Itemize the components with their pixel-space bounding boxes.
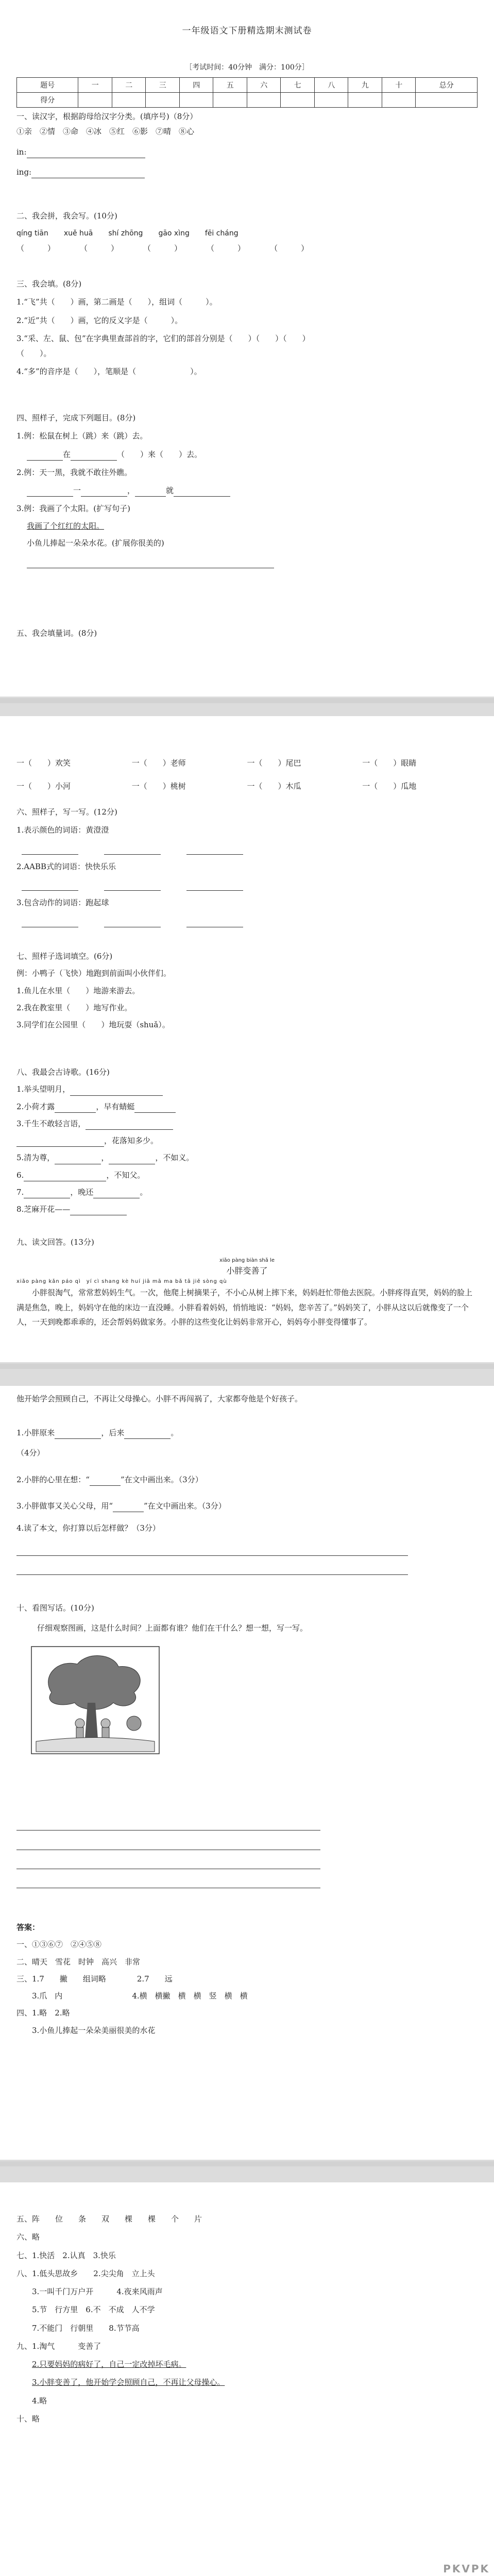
answer-bracket[interactable]: （ ）	[270, 243, 309, 253]
section-heading: 七、照样子选词填空。(6分)	[16, 952, 113, 961]
answer-line[interactable]	[104, 854, 161, 855]
example: 例：小鸭子（飞快）地跑到前面叫小伙伴们。	[16, 969, 172, 978]
question: 2.“近”共（ ）画，它的反义字是（ ）。	[16, 315, 183, 325]
story-text: 小胖很淘气，常常惹妈妈生气。一次，他爬上树摘果子，不小心从树上摔下来，妈妈赶忙带他去医院。小胖疼得直哭，妈妈的脸上满是焦急，晚上，妈妈守在他的床边一直没睡。小胖看着妈妈，悄悄地说：“妈妈，您辛苦了。”妈妈笑了，小胖从这以后就像变了一个人，一天到晚都乖乖的，还会帮妈妈做家务。小胖的这些变化让妈妈非常开心，妈妈夸小胖变得懂事了。	[16, 1288, 473, 1327]
score-note: （4分）	[16, 1448, 45, 1458]
answer-line[interactable]	[55, 1438, 101, 1439]
page-1	[0, 0, 494, 697]
pinyin-item: shí zhōng	[108, 229, 143, 238]
question: 2.我在教室里（ ）地写作业。	[16, 1003, 132, 1012]
section-4: 四、照样子，完成下列题目。(8分) 1.例：松鼠在树上（跳）来（跳）去。 在 （ ）来（ ）去。 2.例：天一黑，我就不敢往外瞧。 一 ， 就 3.例：我画了个太阳。(扩写句子) 我画了个红红的太阳。 小鱼儿捧起一朵朵水花。(扩展你很美的)	[16, 412, 478, 568]
answer-line[interactable]	[81, 496, 127, 497]
measure-item[interactable]: 一（ ）木瓜	[247, 782, 301, 791]
answer-bracket[interactable]: （ ）	[16, 243, 56, 253]
answer-key	[16, 1922, 478, 2037]
exam-meta: ［考试时间：40分钟 满分：100分］	[185, 63, 309, 72]
section-heading: 五、我会填量词。(8分)	[16, 629, 97, 638]
question: 4.读了本文，你打算以后怎样做？（3分）	[16, 1523, 160, 1533]
pinyin-item: qíng tiān	[16, 229, 48, 238]
answer: 5.节 行方里 6.不 不成 人不学	[32, 2305, 155, 2315]
answer-line[interactable]	[27, 460, 63, 461]
answer: 四、1.略 2.略	[16, 2008, 70, 2018]
measure-word-grid	[16, 757, 478, 793]
prompt: 小鱼儿捧起一朵朵水花。(扩展你很美的)	[27, 538, 164, 548]
answer: 六、略	[16, 2232, 40, 2242]
section-3	[16, 278, 478, 378]
answer-line[interactable]	[134, 1112, 176, 1113]
picture-illustration	[31, 1646, 160, 1754]
section-heading: 十、看图写话。(10分)	[16, 1603, 94, 1613]
page-4	[0, 2182, 494, 2576]
answer-bracket[interactable]: （ ）	[143, 243, 182, 253]
answer: 3.一叫千门万户开 4.夜来风雨声	[32, 2287, 163, 2296]
answer: 3.爪 内 4.横 横撇 横 横 竖 横 横	[32, 1991, 248, 2001]
section-heading: 二、我会拼，我会写。(10分)	[16, 211, 117, 221]
prompt: 仔细观察图画，这是什么时间？上面都有谁？他们在干什么？想一想，写一写。	[37, 1623, 308, 1633]
answer-line[interactable]	[16, 1555, 408, 1556]
answer: 九、1.淘气 变善了	[16, 2341, 101, 2351]
example-answer: 我画了个红红的太阳。	[27, 521, 105, 531]
example: 3.例：我画了个太阳。(扩写句子)	[16, 504, 131, 514]
answer: 二、晴天 雪花 时钟 高兴 非常	[16, 1957, 141, 1967]
page-separator	[0, 697, 494, 716]
watermark: PKVPK	[443, 2563, 490, 2575]
answer: 七、1.快活 2.认真 3.快乐	[16, 2250, 116, 2260]
writing-lines	[16, 1819, 478, 1888]
page-2	[0, 716, 494, 1362]
pinyin-item: fēi cháng	[205, 229, 239, 238]
question: 1.“飞”共（ ）画，第二画是（ ），组词（ ）。	[16, 297, 217, 307]
answer-line[interactable]	[124, 1438, 171, 1439]
answer: 十、略	[16, 2414, 40, 2424]
answer-line[interactable]	[86, 1129, 173, 1130]
answer: 2.只要妈妈的病好了，自己一定改掉坏毛病。	[32, 2360, 186, 2369]
label-in: in:	[16, 147, 27, 157]
section-8: 八、我最会古诗歌。(16分) 1.举头望明月， 2.小荷才露 ，早有蜻蜓 3.千生不敢轻言语， ，花落知多少。 5.清为尊， ， ，不如义。 6. ，不知父。 7. ，晚还 。 8.芝麻开花——	[16, 1066, 478, 1215]
question-cont: （ ）。	[16, 349, 52, 358]
page-separator	[0, 2160, 494, 2182]
answers-heading: 答案：	[16, 1923, 40, 1932]
section-10	[16, 1602, 478, 1635]
section-6	[16, 806, 478, 927]
answer-line[interactable]	[55, 1112, 96, 1113]
question: 3.“采、左、鼠、包”在字典里查部首的字，它们的部首分别是（ ）（ ）（ ）	[16, 333, 310, 343]
example: 1.例：松鼠在树上（跳）来（跳）去。	[16, 431, 148, 441]
score-table-row: 得分	[17, 93, 478, 108]
story-title: 小胖变善了	[226, 1265, 268, 1276]
answer: 三、1.7 撇 组词略 2.7 远	[16, 1974, 173, 1984]
story-text: 他开始学会照顾自己，不再让父母操心。小胖不再闯祸了，大家都夸他是个好孩子。	[16, 1394, 303, 1403]
story-pinyin: xiǎo pàng kǎn páo qì yí cì shang kè huí jiā mā ma bǎ tā jiě sòng qù	[16, 1278, 227, 1284]
question: 3.包含动作的词语：跑起球	[16, 898, 109, 908]
section-heading: 一、读汉字，根据韵母给汉字分类。(填序号)（8分）	[16, 112, 198, 121]
answer-line[interactable]	[16, 1830, 320, 1831]
page-title: 一年级语文下册精选期末测试卷	[182, 26, 312, 36]
section-1	[16, 111, 478, 178]
answer-line[interactable]	[70, 1095, 163, 1096]
section-heading: 九、读文回答。(13分)	[16, 1238, 94, 1247]
answer-line[interactable]	[27, 496, 73, 497]
answer-key-cont	[16, 2213, 478, 2425]
question: 1.表示颜色的词语：黄澄澄	[16, 825, 109, 835]
answer: 7.不能门 行朝里 8.节节高	[32, 2323, 140, 2333]
measure-item[interactable]: 一（ ）瓜地	[362, 782, 417, 791]
question: 2.AABB式的词语：快快乐乐	[16, 861, 116, 871]
section-5	[16, 628, 478, 639]
section-7	[16, 951, 478, 1031]
label-ing: ing:	[16, 167, 32, 177]
section-2	[16, 210, 478, 255]
question: 1.鱼儿在水里（ ）地游来游去。	[16, 986, 140, 995]
answer: 4.略	[32, 2396, 47, 2405]
page-3	[0, 1386, 494, 2160]
answer: 一、①③⑥⑦ ②④⑤⑧	[16, 1940, 102, 1950]
section-heading: 四、照样子，完成下列题目。(8分)	[16, 413, 136, 422]
answer-line[interactable]	[71, 460, 117, 461]
measure-item[interactable]: 一（ ）欢笑	[16, 758, 71, 768]
answer-bracket[interactable]: （ ）	[80, 243, 119, 253]
measure-item[interactable]: 一（ ）尾巴	[247, 758, 301, 768]
answer-line[interactable]	[16, 1574, 408, 1575]
pinyin-item: gāo xìng	[158, 229, 190, 238]
story-continued	[16, 1391, 478, 1407]
page-separator	[0, 1362, 494, 1386]
answer-line[interactable]	[135, 496, 166, 497]
answer-line[interactable]	[22, 854, 78, 855]
answer-line[interactable]	[174, 496, 230, 497]
section-9	[16, 1236, 478, 1330]
measure-item[interactable]: 一（ ）小河	[16, 782, 71, 791]
char-list: ①亲 ②情 ③命 ④冰 ⑤红 ⑥影 ⑦晴 ⑧心	[16, 127, 195, 137]
answer: 3.小胖变善了，他开始学会照顾自己，不再让父母操心。	[32, 2378, 225, 2387]
section-heading: 六、照样子，写一写。(12分)	[16, 807, 117, 817]
answer-line[interactable]	[90, 1485, 121, 1486]
score-table	[16, 77, 478, 108]
measure-item[interactable]: 一（ ）桃树	[131, 782, 186, 791]
answer: 八、1.低头思故乡 2.尖尖角 立上头	[16, 2268, 155, 2278]
measure-item[interactable]: 一（ ）眼睛	[362, 758, 417, 768]
answer-line[interactable]	[186, 854, 243, 855]
answer-line[interactable]	[104, 890, 161, 891]
section-heading: 三、我会填。(8分)	[16, 279, 82, 289]
reading-questions: 1.小胖原来 ，后来 。 （4分） 2.小胖的心里在想：“ ”在文中画出来。（3分） 3.小胖做事又关心父母，用“ ”在文中画出来。（3分） 4.读了本文，你打算以后怎样做？（3分）	[16, 1427, 478, 1575]
question: 3.同学们在公园里（ ）地玩耍（shuǎ）。	[16, 1020, 170, 1029]
example: 2.例：天一黑，我就不敢往外瞧。	[16, 467, 132, 477]
answer-line[interactable]	[22, 890, 78, 891]
pinyin-item: xuě huā	[63, 229, 93, 238]
section-heading: 八、我最会古诗歌。(16分)	[16, 1067, 110, 1077]
answer: 五、阵 位 条 双 棵 棵 个 片	[16, 2214, 202, 2224]
answer-line[interactable]	[186, 890, 243, 891]
story-title-pinyin: xiǎo pàng biàn shǎ le	[219, 1258, 275, 1264]
score-table-header: 题号 一 二 三 四 五 六 七 八 九 十 总分	[17, 78, 478, 93]
measure-item[interactable]: 一（ ）老师	[131, 758, 186, 768]
answer: 3.小鱼儿捧起一朵朵美丽很美的水花	[32, 2025, 156, 2035]
answer-bracket[interactable]: （ ）	[207, 243, 246, 253]
question: 4.“多”的音序是（ ），笔顺是（ ）。	[16, 367, 202, 377]
answer-line[interactable]	[16, 1146, 104, 1147]
